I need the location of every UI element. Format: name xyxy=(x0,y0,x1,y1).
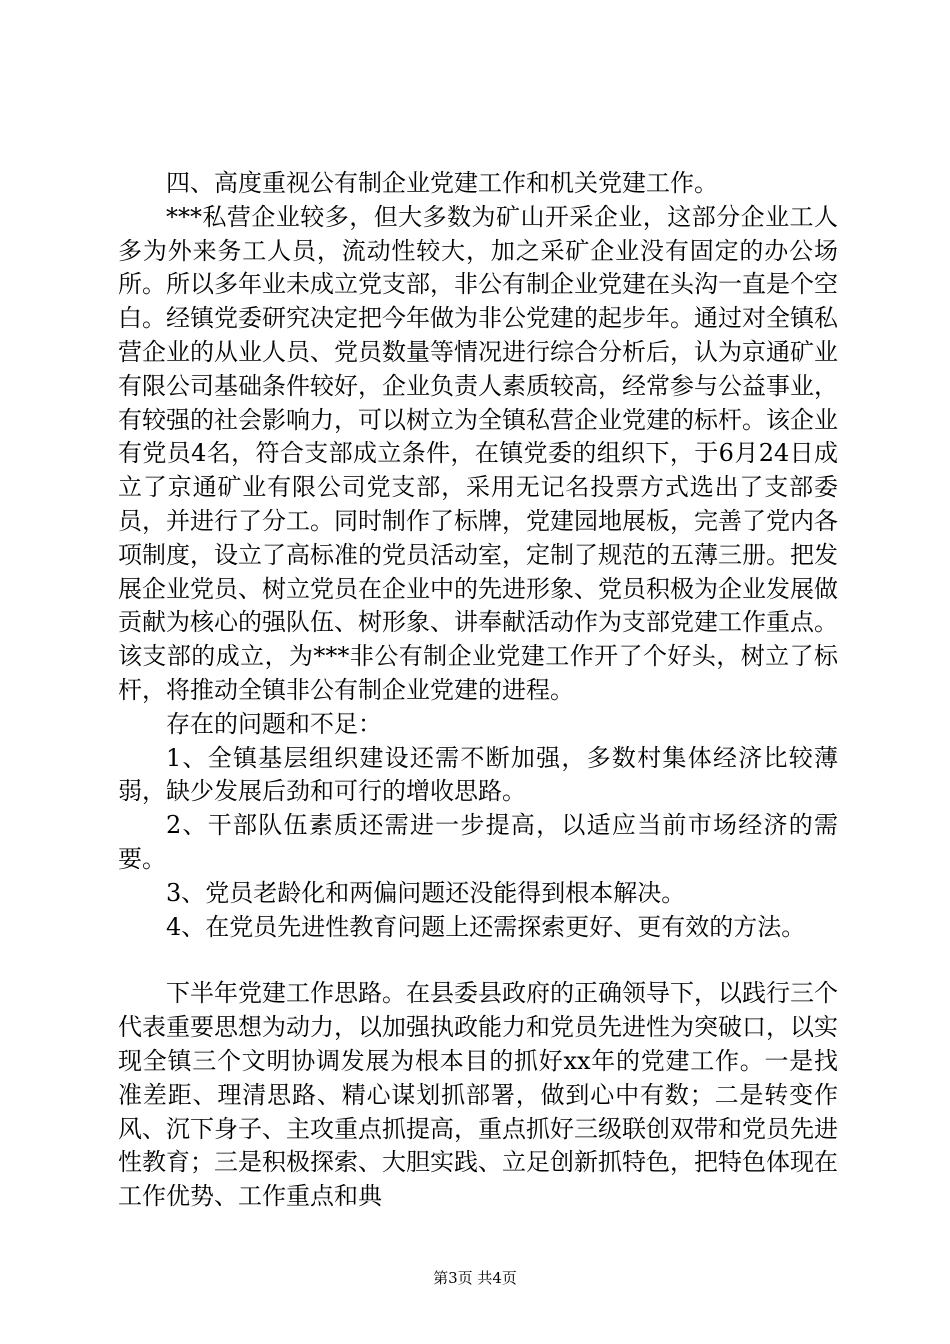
problem-item-1: 1、全镇基层组织建设还需不断加强，多数村集体经济比较薄弱，缺少发展后劲和可行的增收思路。 xyxy=(118,743,838,806)
paragraph-gap xyxy=(118,944,838,977)
plan-paragraph: 下半年党建工作思路。在县委县政府的正确领导下，以践行三个代表重要思想为动力，以加强执政能力和党员先进性为突破口，以实现全镇三个文明协调发展为根本目的抓好xx年的党建工作。一是找准差距、理清思路、精心谋划抓部署，做到心中有数；二是转变作风、沉下身子、主攻重点抓提高，重点抓好三级联创双带和党员先进性教育；三是积极探索、大胆实践、立足创新抓特色，把特色体现在工作优势、工作重点和典 xyxy=(118,979,838,1211)
problem-item-3: 3、党员老龄化和两偏问题还没能得到根本解决。 xyxy=(166,878,686,907)
document-body xyxy=(118,167,838,1214)
problem-item-4: 4、在党员先进性教育问题上还需探索更好、更有效的方法。 xyxy=(166,912,806,941)
problems-heading: 存在的问题和不足： xyxy=(166,709,382,738)
section-heading: 四、高度重视公有制企业党建工作和机关党建工作。 xyxy=(166,169,718,197)
problem-item-2: 2、干部队伍素质还需进一步提高，以适应当前市场经济的需要。 xyxy=(118,811,838,873)
page-footer: 第3页 共4页 xyxy=(433,1269,517,1287)
section-body-paragraph: ***私营企业较多，但大多数为矿山开采企业，这部分企业工人多为外来务工人员，流动性较大，加之采矿企业没有固定的办公场所。所以多年业未成立党支部，非公有制企业党建在头沟一直是个空白。经镇党委研究决定把今年做为非公党建的起步年。通过对全镇私营企业的从业人员、党员数量等情况进行综合分析后，认为京通矿业有限公司基础条件较好，企业负责人素质较高，经常参与公益事业，有较强的社会影响力，可以树立为全镇私营企业党建的标杆。该企业有党员4名，符合支部成立条件，在镇党委的组织下，于6月24日成立了京通矿业有限公司党支部，采用无记名投票方式选出了支部委员，并进行了分工。同时制作了标牌，党建园地展板，完善了党内各项制度，设立了高标准的党员活动室，定制了规范的五薄三册。把发展企业党员、树立党员在企业中的先进形象、党员积极为企业发展做贡献为核心的强队伍、树形象、讲奉献活动作为支部党建工作重点。该支部的成立，为***非公有制企业党建工作开了个好头，树立了标杆，将推动全镇非公有制企业党建的进程。 xyxy=(118,202,838,704)
